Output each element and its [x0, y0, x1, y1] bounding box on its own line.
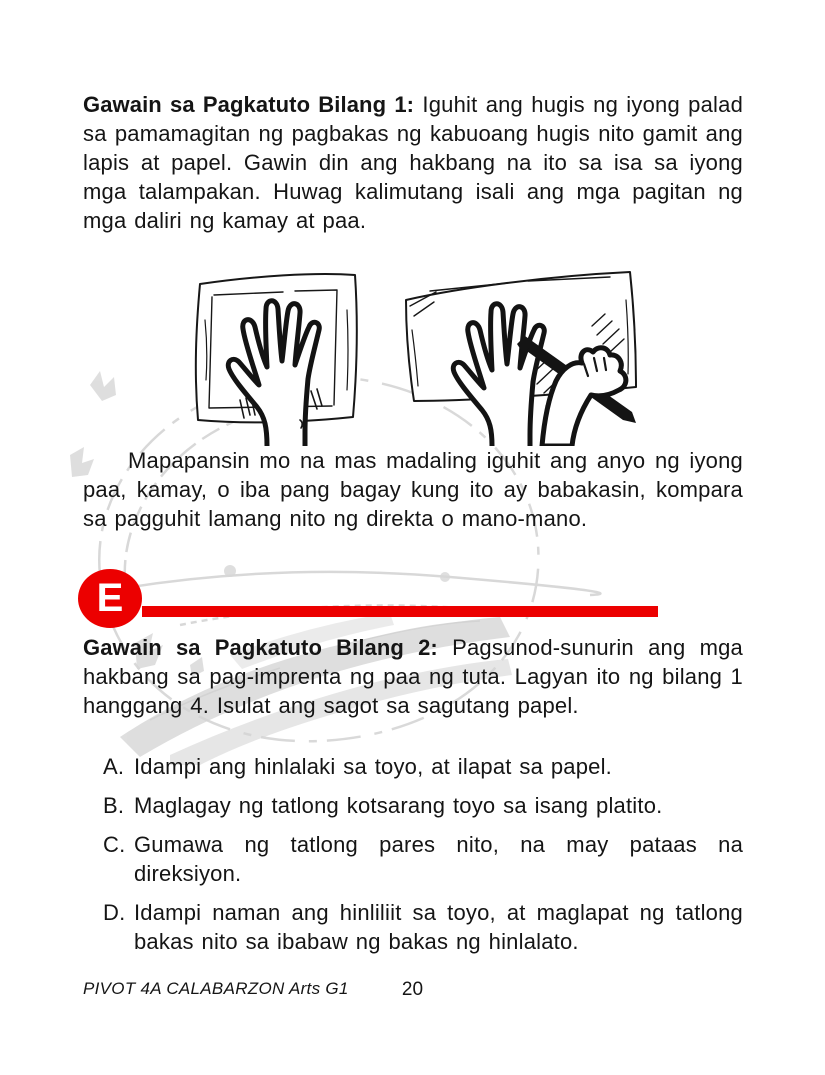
- activity2-label: Gawain sa Pagkatuto Bilang 2:: [83, 635, 438, 660]
- illustration-row: [0, 260, 825, 450]
- activity1-paragraph: [83, 90, 743, 235]
- list-marker: D.: [103, 900, 126, 925]
- list-marker: B.: [103, 793, 125, 818]
- list-text: Gumawa ng tatlong pares nito, na may pataas na direksiyon.: [134, 832, 743, 886]
- list-item: [103, 752, 743, 781]
- section-marker-circle: [78, 569, 142, 628]
- list-item: [103, 830, 743, 888]
- footer-source: PIVOT 4A CALABARZON Arts G1: [83, 979, 349, 998]
- section-divider-line: [142, 606, 658, 617]
- list-marker: A.: [103, 754, 125, 779]
- page-number: 20: [401, 979, 424, 1000]
- page-footer: [0, 979, 825, 1009]
- list-item: [103, 898, 743, 956]
- instruction-list: [103, 752, 743, 966]
- section-marker-letter: E: [96, 576, 124, 620]
- list-text: Idampi ang hinlalaki sa toyo, at ilapat sa papel.: [134, 754, 612, 779]
- list-text: Idampi naman ang hinliliit sa toyo, at maglapat ng tatlong bakas nito sa ibabaw ng bakas ng hinlalato.: [134, 900, 743, 954]
- list-text: Maglagay ng tatlong kotsarang toyo sa isang platito.: [134, 793, 663, 818]
- hand-tracing-with-pencil-illustration: [396, 260, 646, 446]
- list-item: [103, 791, 743, 820]
- activity1-label: Gawain sa Pagkatuto Bilang 1:: [83, 92, 415, 117]
- activity2-paragraph: [83, 633, 743, 720]
- hand-traced-on-paper-illustration: [183, 260, 379, 446]
- activity2-body: Pagsunod-sunurin ang mga hakbang sa pag-imprenta ng paa ng tuta. Lagyan ito ng bilang 1 hanggang 4. Isulat ang sagot sa sagutang papel.: [83, 635, 743, 718]
- activity1-body: Iguhit ang hugis ng iyong palad sa pamamagitan ng pagbakas ng kabuoang hugis nito gamit ang lapis at papel. Gawin din ang hakbang na ito sa isa sa iyong mga talampakan. Huwag kalimutang isali ang mga pagitan ng mga daliri ng kamay at paa.: [83, 92, 744, 233]
- note-paragraph: Mapapansin mo na mas madaling iguhit ang anyo ng iyong paa, kamay, o iba pang bagay kung ito ay babakasin, kompara sa pagguhit lamang nito ng direkta o mano-mano.: [83, 448, 743, 531]
- list-marker: C.: [103, 832, 126, 857]
